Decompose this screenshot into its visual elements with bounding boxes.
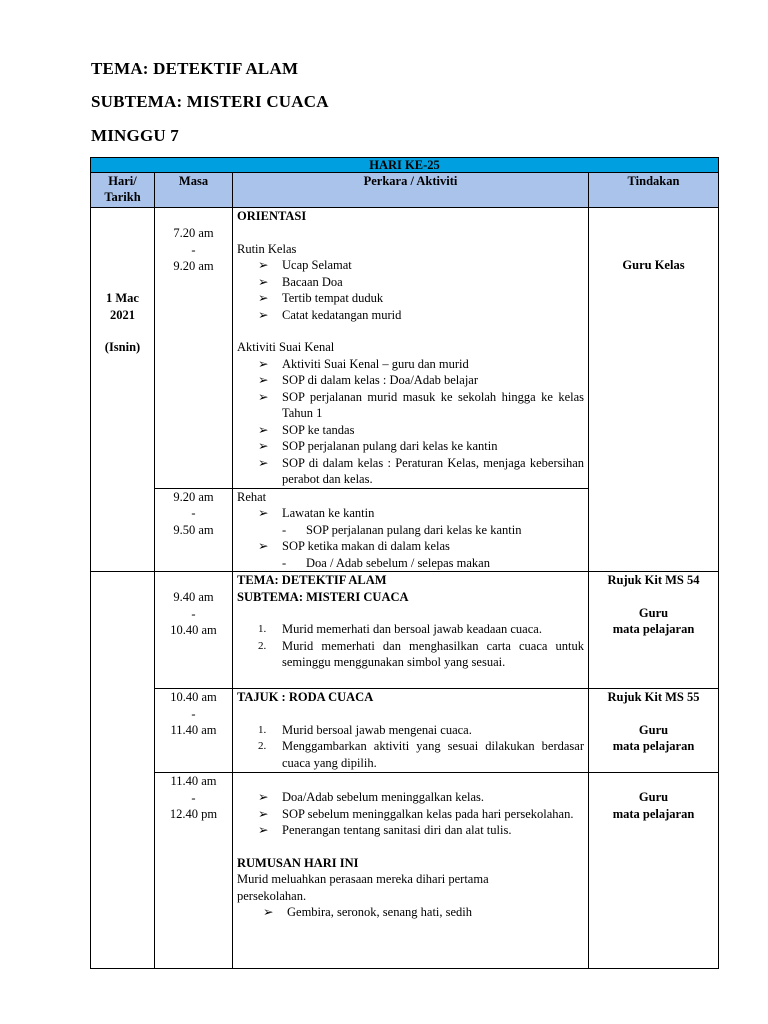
table-row (91, 773, 719, 969)
suai-list (237, 356, 584, 488)
masa-cell (155, 689, 233, 773)
row-tajuk: TAJUK : RODA CUACA (237, 690, 374, 704)
header-hari: Hari/ Tarikh (91, 173, 155, 208)
list-item: ➢ Penerangan tentang sanitasi diri dan alat tulis. (258, 823, 512, 837)
list-item: ➢ SOP perjalanan pulang dari kelas ke kantin (258, 439, 498, 453)
tindakan-cell (589, 689, 719, 773)
suai-title: Aktiviti Suai Kenal (237, 340, 335, 354)
list-item: ➢ SOP perjalanan murid masuk ke sekolah hingga ke kelas Tahun 1 (258, 389, 584, 420)
numbered-list (237, 722, 584, 772)
rehat-list (237, 505, 584, 522)
rehat-list (237, 538, 584, 555)
list-item: 1. Murid bersoal jawab mengenai cuaca. (258, 722, 472, 737)
masa-sep: - (191, 506, 196, 520)
list-item: ➢ Aktiviti Suai Kenal – guru dan murid (258, 356, 469, 371)
list-item: 2. Murid memerhati dan menghasilkan carta cuaca untuk seminggu menggunakan simbol yang sesuai. (258, 638, 584, 669)
list-item: - Doa / Adab sebelum / selepas makan (282, 555, 490, 570)
list-item: ➢ SOP ke tandas (258, 422, 355, 437)
arrow-bullet-icon: ➢ (263, 905, 274, 919)
table-title: HARI KE-25 (91, 158, 719, 173)
activity-cell (233, 773, 589, 969)
masa-start: 9.20 am (173, 489, 214, 504)
closing-list (237, 789, 584, 839)
list-item: 2. Menggambarkan aktiviti yang sesuai dilakukan berdasar cuaca yang dipilih. (258, 739, 584, 770)
arrow-bullet-icon: ➢ (258, 389, 269, 404)
rumusan-text: Murid meluahkan perasaan mereka dihari pertama persekolahan. (237, 872, 489, 903)
rutin-list (237, 257, 584, 323)
activity-cell (233, 208, 589, 489)
list-item: ➢ SOP di dalam kelas : Peraturan Kelas, menjaga kebersihan perabot dan kelas. (258, 455, 584, 486)
row-subtema: SUBTEMA: MISTERI CUACA (237, 589, 409, 604)
guru-text: Guru (638, 790, 669, 804)
header-masa: Masa (155, 173, 233, 208)
masa-sep: - (191, 790, 196, 805)
activity-cell (233, 689, 589, 773)
empty-hari-cell (91, 572, 155, 969)
masa-end: 9.20 am (173, 259, 214, 273)
arrow-bullet-icon: ➢ (258, 790, 269, 804)
mata-text: mata pelajaran (612, 806, 695, 821)
arrow-bullet-icon: ➢ (258, 422, 269, 437)
masa-end: 11.40 am (170, 723, 217, 737)
tindakan-text: Guru Kelas (622, 258, 685, 272)
table-row (91, 572, 719, 689)
activity-cell (233, 488, 589, 572)
mata-text: mata pelajaran (612, 622, 695, 636)
arrow-bullet-icon: ➢ (258, 806, 269, 821)
masa-cell (155, 208, 233, 489)
day-weekday: (Isnin) (104, 340, 141, 354)
masa-start: 11.40 am (170, 774, 217, 788)
tema-heading: TEMA: DETEKTIF ALAM (91, 59, 299, 78)
masa-end: 9.50 am (173, 522, 214, 537)
tindakan-cell (589, 773, 719, 969)
schedule-table (90, 157, 719, 969)
masa-sep: - (191, 242, 196, 257)
minggu-heading: MINGGU 7 (91, 126, 180, 145)
rujuk-text: Rujuk Kit MS 55 (607, 690, 700, 704)
list-item: ➢ Doa/Adab sebelum meninggalkan kelas. (258, 790, 485, 804)
arrow-bullet-icon: ➢ (258, 258, 269, 272)
activity-cell (233, 572, 589, 689)
mata-text: mata pelajaran (612, 739, 695, 753)
list-item: ➢ Ucap Selamat (258, 258, 352, 272)
list-item: ➢ SOP di dalam kelas : Doa/Adab belajar (258, 373, 479, 387)
masa-cell (155, 572, 233, 689)
dash-bullet-icon: - (282, 555, 287, 570)
row-tema: TEMA: DETEKTIF ALAM (237, 573, 387, 587)
orientasi-title: ORIENTASI (237, 209, 307, 223)
rumusan-title: RUMUSAN HARI INI (237, 855, 359, 870)
tindakan-cell (589, 208, 719, 572)
guru-text: Guru (638, 722, 669, 737)
list-item: - SOP perjalanan pulang dari kelas ke kantin (282, 522, 522, 537)
list-item: ➢ Bacaan Doa (258, 274, 343, 289)
arrow-bullet-icon: ➢ (258, 823, 269, 837)
subtema-heading: SUBTEMA: MISTERI CUACA (91, 92, 329, 111)
masa-sep: - (191, 606, 196, 621)
masa-sep: - (191, 706, 196, 721)
masa-end: 10.40 am (170, 623, 217, 637)
day-cell (91, 208, 155, 572)
list-item: ➢ Catat kedatangan murid (258, 307, 402, 322)
masa-end: 12.40 pm (169, 807, 218, 821)
masa-cell (155, 773, 233, 969)
tindakan-cell (589, 572, 719, 689)
rehat-title: Rehat (237, 489, 267, 504)
day-date: 1 Mac 2021 (106, 291, 139, 322)
masa-cell (155, 488, 233, 572)
list-item: ➢ Lawatan ke kantin (258, 506, 375, 520)
arrow-bullet-icon: ➢ (258, 274, 269, 289)
table-row (91, 208, 719, 489)
masa-start: 10.40 am (170, 690, 217, 704)
list-item: 1. Murid memerhati dan bersoal jawab keadaan cuaca. (258, 622, 542, 636)
arrow-bullet-icon: ➢ (258, 307, 269, 322)
arrow-bullet-icon: ➢ (258, 439, 269, 453)
list-item: ➢ SOP ketika makan di dalam kelas (258, 539, 450, 553)
arrow-bullet-icon: ➢ (258, 506, 269, 520)
dash-bullet-icon: - (282, 522, 287, 537)
arrow-bullet-icon: ➢ (258, 356, 269, 371)
list-item: ➢ Tertib tempat duduk (258, 291, 384, 305)
table-row (91, 689, 719, 773)
rehat-sublist (237, 555, 584, 572)
numbered-list (237, 621, 584, 671)
arrow-bullet-icon: ➢ (258, 291, 269, 305)
masa-start: 7.20 am (173, 226, 214, 240)
arrow-bullet-icon: ➢ (258, 539, 269, 553)
rutin-title: Rutin Kelas (237, 241, 297, 256)
arrow-bullet-icon: ➢ (258, 373, 269, 387)
rumusan-list (237, 904, 584, 921)
list-item: ➢ SOP sebelum meninggalkan kelas pada hari persekolahan. (258, 806, 574, 821)
arrow-bullet-icon: ➢ (258, 455, 269, 470)
rehat-sublist (237, 522, 584, 539)
guru-text: Guru (638, 605, 669, 620)
rujuk-text: Rujuk Kit MS 54 (607, 573, 700, 587)
masa-start: 9.40 am (173, 590, 214, 604)
header-tindakan: Tindakan (589, 173, 719, 208)
list-item: ➢ Gembira, seronok, senang hati, sedih (263, 905, 473, 919)
header-perkara: Perkara / Aktiviti (233, 173, 589, 208)
